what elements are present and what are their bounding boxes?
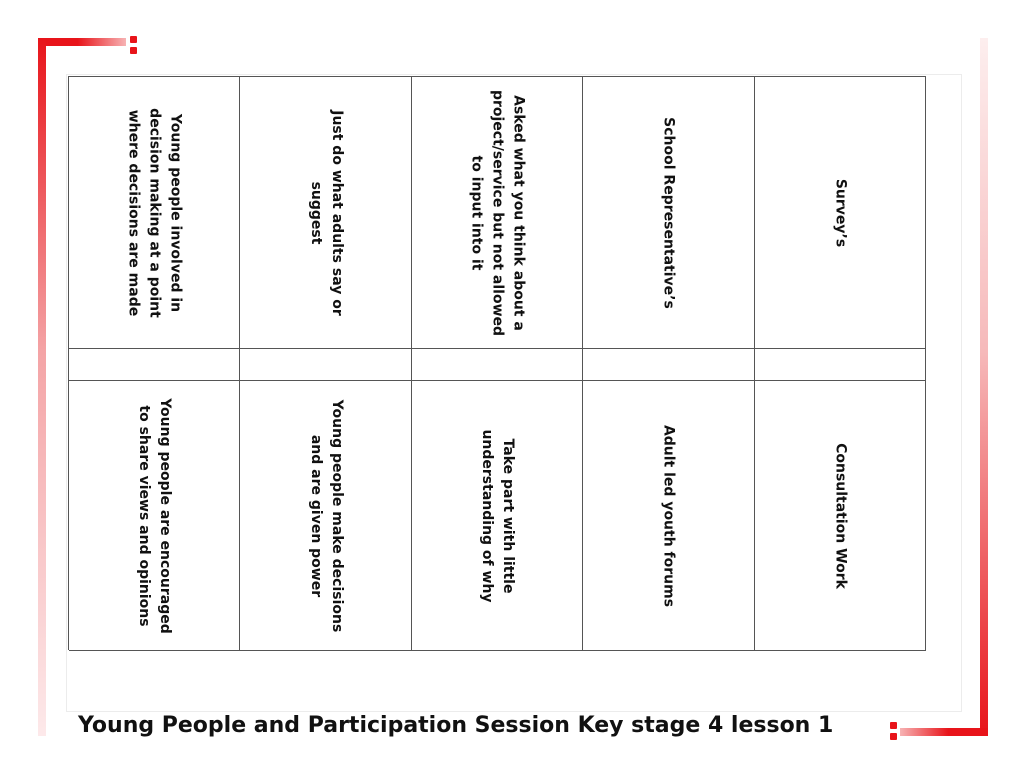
spacer-cell [412, 349, 583, 381]
card-cell [755, 77, 926, 349]
card-cell [412, 381, 583, 651]
card-cell [583, 381, 754, 651]
card-cell [240, 77, 411, 349]
card-text: Young people make decisions and are given power [307, 399, 345, 632]
card-text: Young people are encouraged to share views and opinions [136, 397, 174, 634]
accent-dot [130, 36, 137, 43]
accent-dot [890, 733, 897, 740]
card-table [68, 76, 926, 650]
spacer-cell [583, 349, 754, 381]
card-text: Take part with little understanding of why [478, 428, 516, 603]
card-cell [755, 381, 926, 651]
card-cell [69, 77, 240, 349]
card-cell [240, 381, 411, 651]
card-text: Adult led youth forums [660, 424, 677, 607]
frame-top-accent [38, 38, 126, 46]
accent-dot [890, 722, 897, 729]
spacer-cell [69, 349, 240, 381]
frame-left-accent [38, 38, 46, 736]
spacer-cell [240, 349, 411, 381]
card-cell [69, 381, 240, 651]
card-cell [412, 77, 583, 349]
accent-dot [130, 47, 137, 54]
frame-bottom-accent [900, 728, 988, 736]
card-text: School Representative’s [660, 116, 677, 309]
card-text: Survey’s [832, 178, 849, 247]
card-text: Asked what you think about a project/service but not allowed to input into it [468, 89, 527, 336]
frame-right-accent [980, 38, 988, 736]
slide-title: Young People and Participation Session Key stage 4 lesson 1 [78, 713, 834, 738]
card-cell [583, 77, 754, 349]
card-text: Young people involved in decision making at a point where decisions are made [125, 107, 184, 318]
card-text: Just do what adults say or suggest [307, 109, 345, 316]
spacer-cell [755, 349, 926, 381]
card-text: Consultation Work [832, 442, 849, 589]
